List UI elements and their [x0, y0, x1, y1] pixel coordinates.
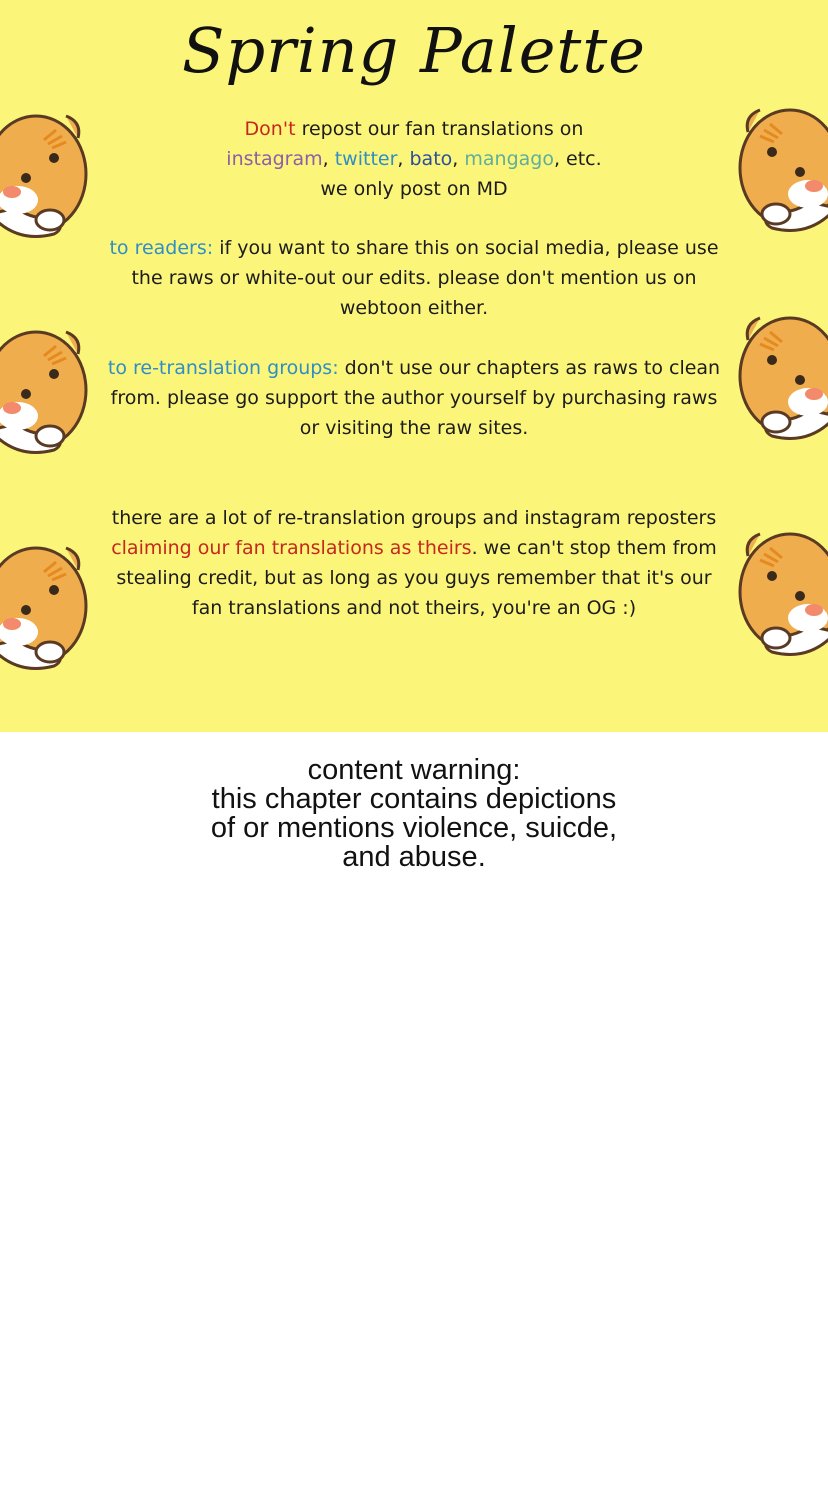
content-warning-line: this chapter contains depictions [211, 783, 617, 815]
group-title: Spring Palette [182, 14, 646, 87]
repost-notice [100, 114, 728, 204]
credits-banner [0, 0, 828, 732]
platform-separator: , [322, 148, 335, 170]
hamster-icon [0, 96, 92, 246]
platform-separator: , [397, 148, 410, 170]
platform-separator: , [452, 148, 465, 170]
hamster-icon [0, 312, 92, 462]
hamster-icon [0, 528, 92, 678]
credit-text-after: . we can't stop them from stealing credit, but as long as you guys remember that it's our fan translations and not theirs, you're an OG :) [116, 537, 717, 619]
retranslation-notice [100, 353, 728, 443]
only-md-line: we only post on MD [320, 178, 508, 200]
hamster-icon [734, 90, 828, 240]
content-warning-line: of or mentions violence, suicde, [210, 812, 618, 844]
credit-highlight: claiming our fan translations as theirs [111, 537, 472, 559]
platform-name: instagram [226, 148, 323, 170]
content-warning [0, 756, 828, 872]
content-warning-line: and abuse. [342, 841, 486, 873]
platform-name: twitter [334, 148, 398, 170]
readers-notice [100, 233, 728, 323]
platform-separator: , etc. [553, 148, 602, 170]
retranslation-text: don't use our chapters as raws to clean from. please go support the author yourself by purchasing raws or visiting the raw sites. [110, 357, 721, 439]
repost-line [100, 114, 728, 144]
dont-highlight: Don't [244, 118, 296, 140]
hamster-icon [734, 514, 828, 664]
readers-text: if you want to share this on social media, please use the raws or white-out our edits. please don't mention us on webtoon either. [131, 237, 719, 319]
repost-text: repost our fan translations on [295, 118, 584, 140]
credit-text-before: there are a lot of re-translation groups and instagram reposters [111, 507, 717, 529]
platform-name: mangago [464, 148, 554, 170]
retranslation-label: to re-translation groups: [107, 357, 339, 379]
credit-notice [110, 503, 718, 623]
platform-name: bato [409, 148, 453, 170]
hamster-icon [734, 298, 828, 448]
platform-list [100, 144, 728, 174]
content-warning-heading: content warning: [307, 754, 521, 786]
readers-label: to readers: [109, 237, 214, 259]
